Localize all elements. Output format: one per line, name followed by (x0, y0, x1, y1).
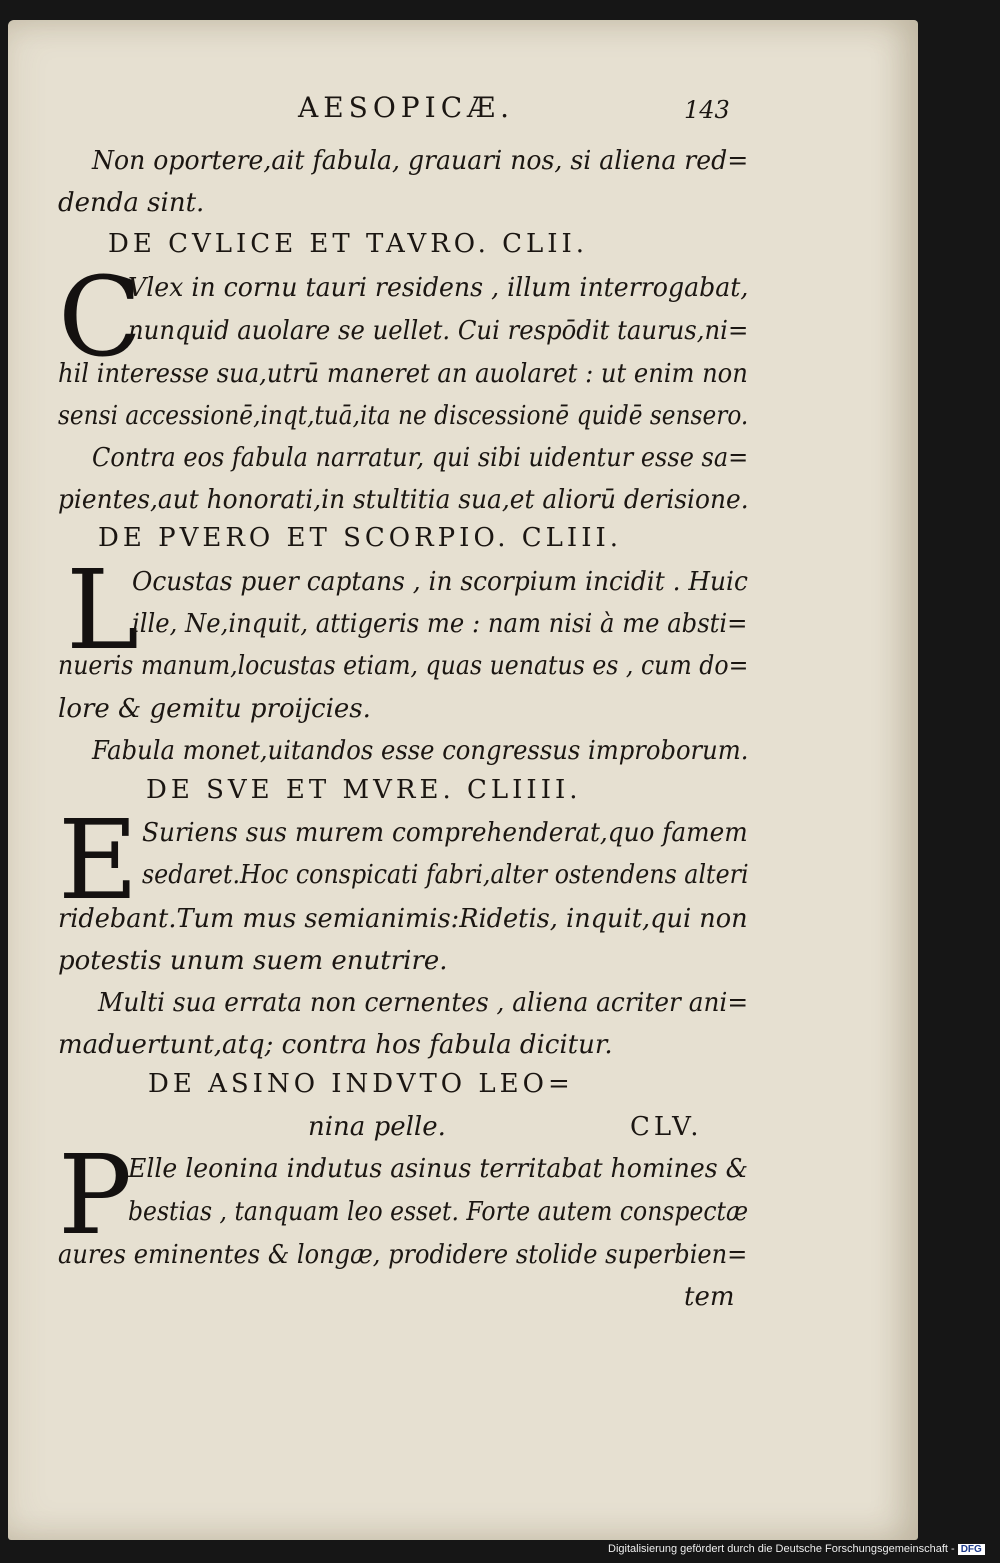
drop-cap: L (66, 546, 140, 674)
section-heading: DE PVERO ET SCORPIO. CLIII. (98, 523, 622, 553)
text-line: nunquid auolare se uellet. Cui respōdit taurus,ni= (128, 316, 749, 346)
text-line: Contra eos fabula narratur, qui sibi uidentur esse sa= (92, 443, 749, 473)
text-line: hil interesse sua,utrū maneret an auolaret : ut enim non (58, 359, 748, 389)
digitization-credit (608, 1543, 985, 1555)
text-line: aures eminentes & longæ, prodidere stolide superbien= (58, 1240, 748, 1270)
text-line: pientes,aut honorati,in stultitia sua,et aliorū derisione. (58, 485, 749, 515)
page-number: 143 (684, 96, 730, 124)
text-line: nina pelle. (308, 1112, 446, 1142)
text-line: ille, Ne,inquit, attigeris me : nam nisi à me absti= (132, 609, 748, 639)
text-line: sedaret.Hoc conspicati fabri,alter ostendens alteri (142, 860, 749, 890)
dfg-logo: DFG (958, 1544, 985, 1555)
text-line: denda sint. (58, 188, 205, 218)
text-line: Ocustas puer captans , in scorpium incidit . Huic (132, 567, 748, 597)
text-line: maduertunt,atq; contra hos fabula dicitur. (58, 1030, 613, 1060)
book-page (8, 20, 918, 1540)
text-line: nueris manum,locustas etiam, quas uenatus es , cum do= (58, 651, 749, 681)
text-line: Non oportere,ait fabula, grauari nos, si aliena red= (92, 146, 749, 176)
text-line: Suriens sus murem comprehenderat,quo famem (142, 818, 748, 848)
text-line: sensi accessionē,inqt,tuā,ita ne discessionē quidē sensero. (58, 401, 749, 431)
section-heading: DE SVE ET MVRE. CLIIII. (146, 775, 582, 805)
credit-text: Digitalisierung gefördert durch die Deutsche Forschungsgemeinschaft - (608, 1543, 955, 1555)
text-line: Multi sua errata non cernentes , aliena acriter ani= (98, 988, 749, 1018)
drop-cap: P (58, 1131, 133, 1259)
section-heading: DE ASINO INDVTO LEO= (148, 1069, 574, 1099)
text-line: bestias , tanquam leo esset. Forte autem conspectæ (128, 1197, 749, 1227)
drop-cap: E (58, 796, 139, 924)
section-heading: DE CVLICE ET TAVRO. CLII. (108, 229, 589, 259)
text-line: Elle leonina indutus asinus territabat homines & (128, 1154, 748, 1184)
running-head: AESOPICÆ. (298, 91, 515, 124)
text-line: Fabula monet,uitandos esse congressus improborum. (92, 736, 749, 766)
text-line: potestis unum suem enutrire. (58, 946, 448, 976)
section-number: CLV. (630, 1112, 703, 1142)
text-line: Vlex in cornu tauri residens , illum interrogabat, (128, 273, 749, 303)
drop-cap: C (58, 253, 143, 381)
text-line: lore & gemitu proijcies. (58, 694, 371, 724)
catchword: tem (684, 1282, 735, 1312)
text-line: ridebant.Tum mus semianimis:Ridetis, inquit,qui non (58, 904, 748, 934)
